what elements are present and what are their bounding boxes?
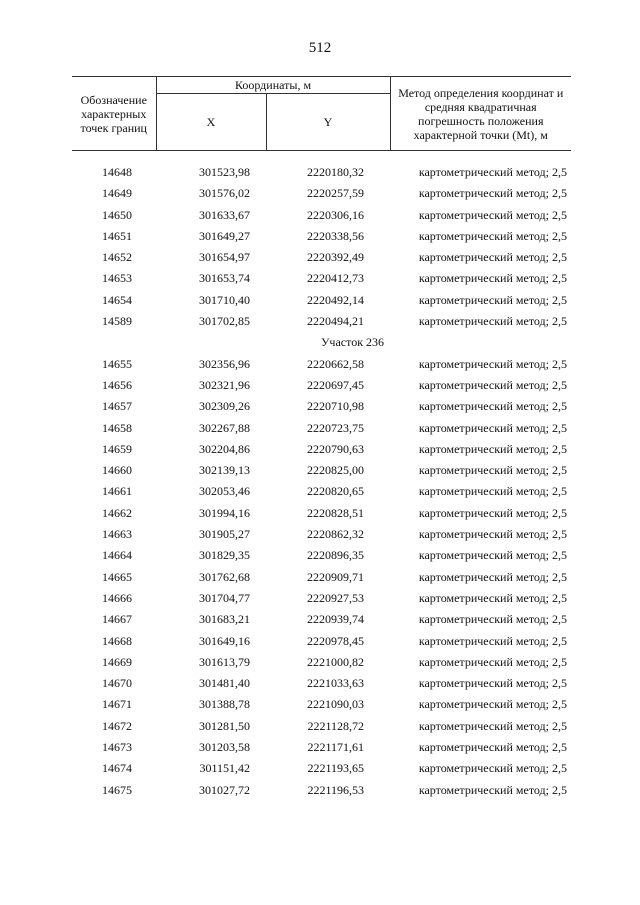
x-cell: 301151,42 [199, 761, 250, 776]
x-cell: 301653,74 [199, 271, 250, 286]
table-row [72, 183, 571, 204]
x-cell: 301281,50 [199, 718, 250, 733]
point-cell: 14661 [102, 484, 132, 499]
table-row [72, 354, 571, 375]
y-cell: 2220820,65 [307, 484, 364, 499]
point-cell: 14655 [102, 356, 132, 371]
point-cell: 14667 [102, 612, 132, 627]
y-cell: 2220492,14 [307, 292, 364, 307]
y-cell: 2220180,32 [307, 165, 364, 179]
point-cell: 14656 [102, 377, 132, 392]
table-row [72, 524, 571, 545]
y-cell: 2220909,71 [307, 569, 364, 584]
y-cell: 2220825,00 [307, 463, 364, 478]
method-cell: картометрический метод; 2,5 [418, 782, 567, 797]
method-cell: картометрический метод; 2,5 [418, 228, 567, 243]
method-cell: картометрический метод; 2,5 [418, 612, 567, 627]
x-cell: 301829,35 [199, 548, 250, 563]
y-cell: 2221128,72 [307, 718, 364, 733]
x-cell: 301710,40 [199, 292, 250, 307]
point-cell: 14651 [102, 228, 132, 243]
y-cell: 2220306,16 [307, 207, 364, 222]
x-cell: 301649,16 [199, 633, 250, 648]
x-cell: 301203,58 [199, 740, 250, 755]
table-row [72, 716, 571, 737]
y-cell: 2220710,98 [307, 399, 364, 414]
x-cell: 301027,72 [199, 782, 250, 797]
x-cell: 301683,21 [199, 612, 250, 627]
y-cell: 2220927,53 [307, 590, 364, 605]
table-row [72, 780, 571, 801]
method-cell: картометрический метод; 2,5 [418, 441, 567, 456]
method-cell: картометрический метод; 2,5 [418, 207, 567, 222]
x-cell: 301702,85 [199, 314, 250, 329]
x-cell: 301994,16 [199, 505, 250, 520]
point-cell: 14668 [102, 633, 132, 648]
y-cell: 2220338,56 [307, 228, 364, 243]
point-cell: 14650 [102, 207, 132, 222]
table-row [72, 737, 571, 758]
x-cell: 301633,67 [199, 207, 250, 222]
x-cell: 302267,88 [199, 420, 250, 435]
method-cell: картометрический метод; 2,5 [418, 505, 567, 520]
table-header [72, 77, 571, 151]
x-cell: 302309,26 [199, 399, 250, 414]
x-cell: 302356,96 [199, 356, 250, 371]
y-cell: 2220494,21 [307, 314, 364, 329]
table-row [72, 396, 571, 417]
x-cell: 301523,98 [199, 165, 250, 179]
point-cell: 14675 [102, 782, 132, 797]
table-row [72, 460, 571, 481]
header-coordinates: Координаты, м [156, 77, 390, 94]
y-cell: 2221033,63 [307, 676, 364, 691]
x-cell: 301388,78 [199, 697, 250, 712]
y-cell: 2220723,75 [307, 420, 364, 435]
y-cell: 2221193,65 [307, 761, 364, 776]
method-cell: картометрический метод; 2,5 [418, 484, 567, 499]
page-number: 512 [308, 40, 332, 56]
section-label: Участок 236 [320, 335, 385, 350]
header-point-designation: Обозначение характерных точек границ [72, 77, 156, 151]
method-cell: картометрический метод; 2,5 [418, 718, 567, 733]
x-cell: 301704,77 [199, 590, 250, 605]
table-row [72, 609, 571, 630]
table-row [72, 418, 571, 439]
method-cell: картометрический метод; 2,5 [418, 463, 567, 478]
table-row [72, 545, 571, 566]
table-row [72, 758, 571, 779]
table-row [72, 673, 571, 694]
table-row [72, 290, 571, 311]
point-cell: 14673 [102, 740, 132, 755]
x-cell: 302204,86 [199, 441, 250, 456]
header-y: Y [266, 94, 390, 151]
table-row [72, 375, 571, 396]
table-row [72, 439, 571, 460]
point-cell: 14654 [102, 292, 132, 307]
x-cell: 301905,27 [199, 527, 250, 542]
method-cell: картометрический метод; 2,5 [418, 676, 567, 691]
point-cell: 14670 [102, 676, 132, 691]
y-cell: 2220412,73 [307, 271, 364, 286]
table-row [72, 631, 571, 652]
x-cell: 301613,79 [199, 654, 250, 669]
method-cell: картометрический метод; 2,5 [418, 548, 567, 563]
method-cell: картометрический метод; 2,5 [418, 527, 567, 542]
coordinates-table [72, 76, 571, 801]
table-row [72, 205, 571, 226]
point-cell: 14672 [102, 718, 132, 733]
table-row [72, 481, 571, 502]
table-row [72, 268, 571, 289]
method-cell: картометрический метод; 2,5 [418, 420, 567, 435]
y-cell: 2220697,45 [307, 377, 364, 392]
point-cell: 14657 [102, 399, 132, 414]
method-cell: картометрический метод; 2,5 [418, 740, 567, 755]
point-cell: 14652 [102, 250, 132, 265]
method-cell: картометрический метод; 2,5 [418, 569, 567, 584]
x-cell: 301654,97 [199, 250, 250, 265]
method-cell: картометрический метод; 2,5 [418, 590, 567, 605]
point-cell: 14659 [102, 441, 132, 456]
point-cell: 14669 [102, 654, 132, 669]
x-cell: 302139,13 [199, 463, 250, 478]
method-cell: картометрический метод; 2,5 [418, 761, 567, 776]
table-row [72, 226, 571, 247]
point-cell: 14666 [102, 590, 132, 605]
method-cell: картометрический метод; 2,5 [418, 165, 567, 179]
method-cell: картометрический метод; 2,5 [418, 356, 567, 371]
point-cell: 14658 [102, 420, 132, 435]
table-row [72, 311, 571, 332]
x-cell: 301481,40 [199, 676, 250, 691]
method-cell: картометрический метод; 2,5 [418, 271, 567, 286]
method-cell: картометрический метод; 2,5 [418, 654, 567, 669]
method-cell: картометрический метод; 2,5 [418, 697, 567, 712]
y-cell: 2220662,58 [307, 356, 364, 371]
method-cell: картометрический метод; 2,5 [418, 292, 567, 307]
table-row [72, 503, 571, 524]
method-cell: картометрический метод; 2,5 [418, 314, 567, 329]
table-row [72, 652, 571, 673]
x-cell: 301576,02 [199, 186, 250, 201]
x-cell: 302321,96 [199, 377, 250, 392]
y-cell: 2221171,61 [307, 740, 364, 755]
table-row [72, 567, 571, 588]
table-row [72, 694, 571, 715]
y-cell: 2221196,53 [307, 782, 364, 797]
x-cell: 301762,68 [199, 569, 250, 584]
method-cell: картометрический метод; 2,5 [418, 377, 567, 392]
point-cell: 14665 [102, 569, 132, 584]
point-cell: 14653 [102, 271, 132, 286]
header-method: Метод определения координат и средняя квадратичная погрешность положения характерной точки (Mt), м [390, 77, 571, 151]
method-cell: картометрический метод; 2,5 [418, 633, 567, 648]
point-cell: 14648 [102, 165, 132, 179]
method-cell: картометрический метод; 2,5 [418, 186, 567, 201]
point-cell: 14674 [102, 761, 132, 776]
header-x: X [156, 94, 266, 151]
section-row [72, 332, 571, 353]
point-cell: 14589 [102, 314, 132, 329]
y-cell: 2220939,74 [307, 612, 364, 627]
point-cell: 14671 [102, 697, 132, 712]
table-row [72, 588, 571, 609]
y-cell: 2220896,35 [307, 548, 364, 563]
point-cell: 14662 [102, 505, 132, 520]
y-cell: 2221000,82 [307, 654, 364, 669]
method-cell: картометрический метод; 2,5 [418, 399, 567, 414]
point-cell: 14663 [102, 527, 132, 542]
y-cell: 2220828,51 [307, 505, 364, 520]
table-body [72, 151, 571, 801]
y-cell: 2220257,59 [307, 186, 364, 201]
y-cell: 2220862,32 [307, 527, 364, 542]
point-cell: 14664 [102, 548, 132, 563]
table-row [72, 151, 571, 184]
point-cell: 14660 [102, 463, 132, 478]
y-cell: 2220392,49 [307, 250, 364, 265]
table-row [72, 247, 571, 268]
y-cell: 2220978,45 [307, 633, 364, 648]
method-cell: картометрический метод; 2,5 [418, 250, 567, 265]
x-cell: 302053,46 [199, 484, 250, 499]
point-cell: 14649 [102, 186, 132, 201]
x-cell: 301649,27 [199, 228, 250, 243]
y-cell: 2220790,63 [307, 441, 364, 456]
y-cell: 2221090,03 [307, 697, 364, 712]
